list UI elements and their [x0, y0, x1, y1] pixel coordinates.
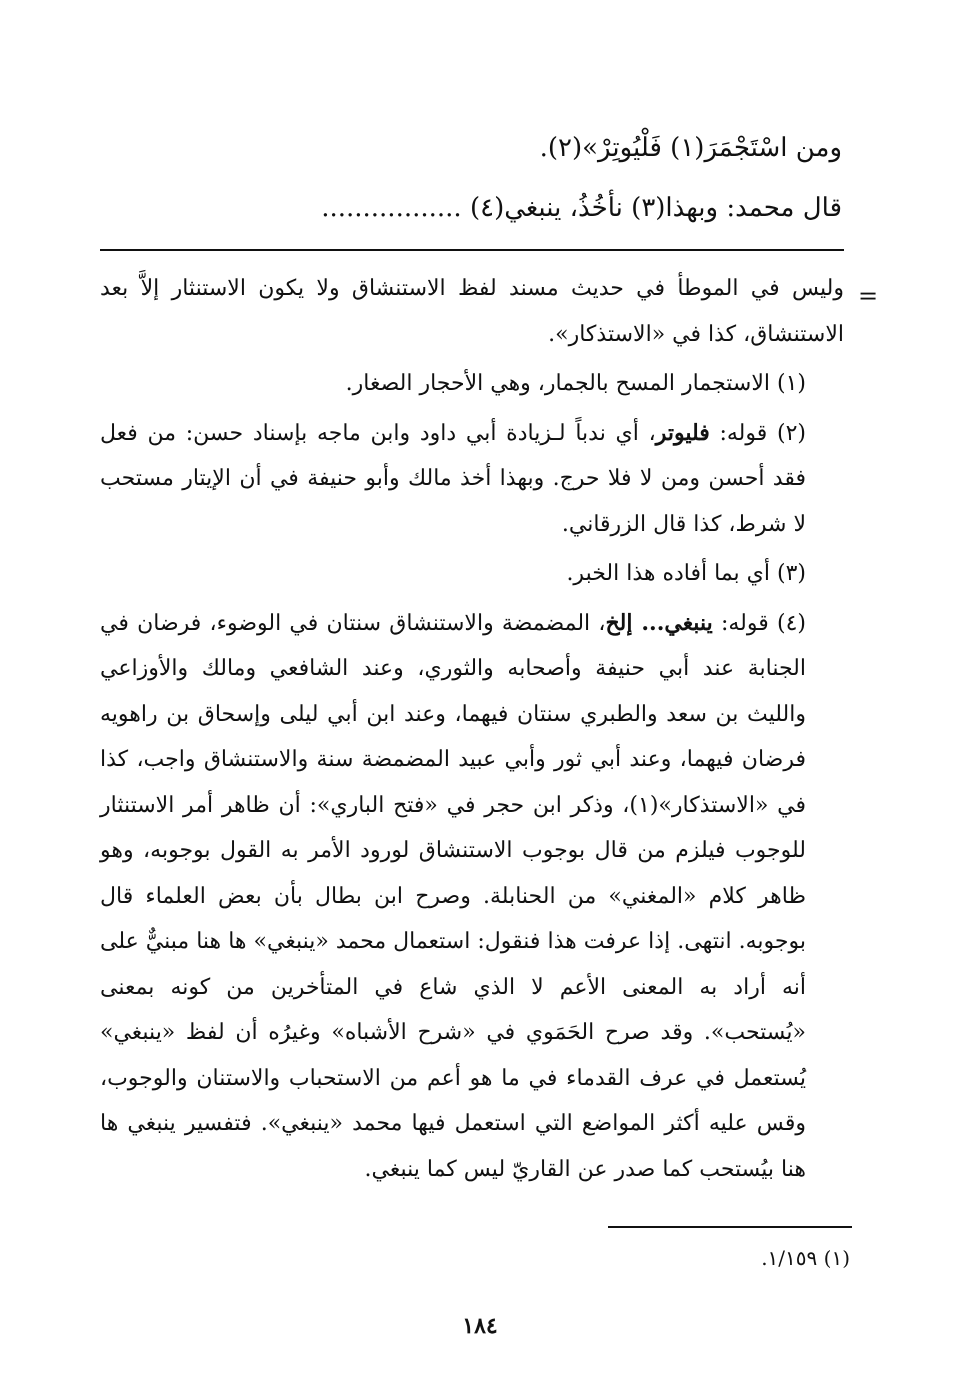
- note-2-prefix: (٢) قوله:: [709, 420, 806, 446]
- footnote: [600, 1238, 850, 1278]
- footnote-text: (١) ١/١٥٩.: [761, 1246, 850, 1270]
- main-text-line-2-content: قال محمد: وبهذا(٣) نأخُذُ، ينبغي(٤): [469, 193, 842, 223]
- note-4-body: ، المضمضة والاستنشاق سنتان في الوضوء، فرضان في الجنابة عند أبي حنيفة وأصحابه والثوري، وعند الشافعي ومالك والأوزاعي والليث بن سعد والطبري سنتان فيهما، وعند ابن أبي ليلى وإسحاق بن راهويه فرضان فيهما، وعند أبي ثور وأبي عبيد المضمضة سنة والاستنشاق واجب، كذا في «الاستذكار»(١)، وذكر ابن حجر في «فتح الباري»: أن ظاهر أمر الاستنثار للوجوب فيلزم من قال بوجوب الاستنشاق لورود الأمر به القول بوجوبه، وهو ظاهر كلام «المغني» من الحنابلة. وصرح ابن بطال بأن بعض العلماء قال بوجوبه. انتهى. إذا عرفت هذا فنقول: استعمال محمد «ينبغي» ها هنا مبنيٌّ على أنه أراد به المعنى الأعم لا الذي شاع في المتأخرين من كونه بمعنى «يُستحب». وقد صرح الحَمَوي في «شرح الأشباه» وغيرُه أن لفظ «ينبغي» يُستعمل في عرف القدماء في ما هو أعم من الاستحباب والاستنان والوجوب، وقس عليه أكثر المواضع التي استعمل فيها محمد «ينبغي». فتفسير ينبغي ها هنا بيُستحب كما صدر عن القاريّ ليس كما ينبغي.: [100, 610, 806, 1182]
- main-text-line-1-content: ومن اسْتَجْمَرَ(١) فَلْيُوتِرْ»(٢).: [539, 133, 842, 163]
- commentary-notes: [100, 266, 844, 1192]
- note-2: [100, 411, 844, 548]
- footnote-separator-rule: [608, 1226, 852, 1228]
- continuation-mark: =: [858, 282, 879, 310]
- continuation-paragraph: وليس في الموطأ في حديث مسند لفظ الاستنشاق ولا يكون الاستنثار إلاَّ بعد الاستنشاق، كذا في «الاستذكار».: [100, 276, 844, 347]
- note-4-headword: ينبغي... إلخ: [605, 609, 713, 636]
- note-4: [100, 601, 844, 1193]
- note-2-headword: فليوتر: [655, 419, 710, 446]
- main-text-separator-rule: [100, 249, 844, 251]
- note-4-prefix: (٤) قوله:: [712, 610, 806, 636]
- note-2-body: ، أي ندباً لـزيادة أبي داود وابن ماجه بإسناد حسن: من فعل فقد أحسن ومن لا فلا حرج. وبهذا أخذ مالك وأبو حنيفة في أن الإيتار مستحب لا شرط، كذا قال الزرقاني.: [100, 420, 806, 537]
- note-3: (٣) أي بما أفاده هذا الخبر.: [566, 561, 806, 586]
- note-1: (١) الاستجمار المسح بالجمار، وهي الأحجار الصغار.: [345, 371, 806, 396]
- main-text-line-2-dots: .................: [321, 193, 462, 223]
- main-text-line-1: [100, 123, 842, 173]
- page-number: ١٨٤: [462, 1313, 498, 1339]
- main-text-line-2: [100, 183, 842, 233]
